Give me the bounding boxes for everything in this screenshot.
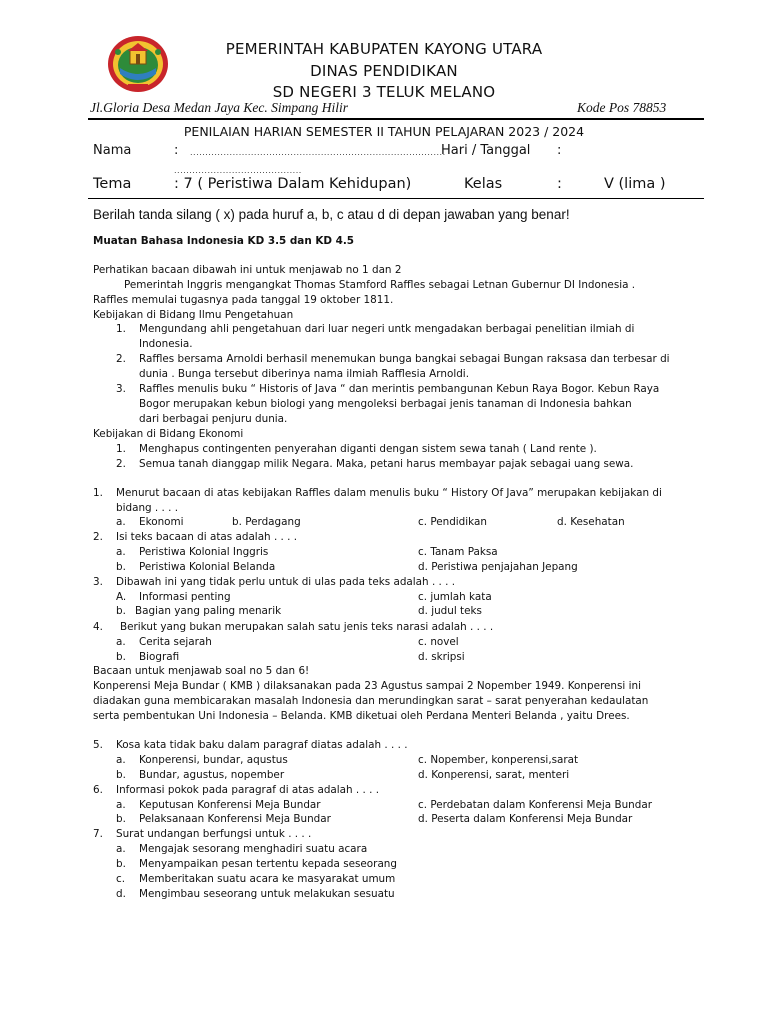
option-letter[interactable]: b. (116, 858, 126, 870)
option-letter[interactable]: a. (116, 636, 126, 648)
option-text[interactable]: Bundar, agustus, nopember (139, 769, 285, 781)
option-text[interactable]: Memberitakan suatu acara ke masyarakat umum (139, 873, 396, 885)
option-text[interactable]: c. Nopember, konperensi,sarat (418, 754, 579, 766)
list-item-text: Raffles bersama Arnoldi berhasil menemukan bunga bangkai sebagai Bungan raksasa dan terbesar di (139, 353, 670, 365)
option-text[interactable]: d. Konperensi, sarat, menteri (418, 769, 570, 781)
reading1-paragraph: Pemerintah Inggris mengangkat Thomas Stamford Raffles sebagai Letnan Gubernur DI Indonesia . (124, 279, 636, 291)
option-text[interactable]: Menyampaikan pesan tertentu kepada seseorang (139, 858, 397, 870)
list-item-number: 2. (116, 458, 126, 470)
policy-science-title: Kebijakan di Bidang Ilmu Pengetahuan (93, 309, 294, 321)
option-letter[interactable]: a. (116, 843, 126, 855)
question-text: bidang . . . . (116, 502, 179, 514)
option-letter[interactable]: a. (116, 799, 126, 811)
question-number: 7. (93, 828, 103, 840)
agency-name: DINAS PENDIDIKAN (310, 62, 458, 80)
option-text[interactable]: Informasi penting (139, 591, 231, 603)
question-number: 2. (93, 531, 103, 543)
name-label: Nama (93, 143, 132, 158)
option-letter[interactable]: b. (116, 813, 126, 825)
list-item-text: dunia . Bunga tersebut diberinya nama ilmiah Rafflesia Arnoldi. (139, 368, 469, 380)
list-item-text: Indonesia. (139, 338, 193, 350)
option-text[interactable]: c. Tanam Paksa (418, 546, 498, 558)
option-letter[interactable]: a. (116, 516, 126, 528)
government-name: PEMERINTAH KABUPATEN KAYONG UTARA (225, 40, 543, 58)
question-number: 3. (93, 576, 103, 588)
option-text[interactable]: Mengajak sesorang menghadiri suatu acara (139, 843, 368, 855)
option-text[interactable]: Keputusan Konferensi Meja Bundar (139, 799, 321, 811)
option-text[interactable]: d. skripsi (418, 651, 465, 663)
option-text[interactable]: Peristiwa Kolonial Belanda (139, 561, 276, 573)
option-text[interactable]: c. Pendidikan (418, 516, 487, 528)
reading2-paragraph: diadakan guna membicarakan masalah Indonesia dan merundingkan sarat – sarat penyerahan kedaulatan (93, 695, 649, 707)
list-item-text: Raffles menulis buku “ Historis of Java “ dan merintis pembangunan Kebun Raya Bogor. Kebun Raya (139, 383, 660, 395)
reading2-intro: Bacaan untuk menjawab soal no 5 dan 6! (93, 665, 310, 677)
question-text: Informasi pokok pada paragraf di atas adalah . . . . (116, 784, 380, 796)
option-text[interactable]: Peristiwa Kolonial Inggris (139, 546, 269, 558)
theme-label: Tema (93, 176, 132, 192)
question-number: 1. (93, 487, 103, 499)
option-letter[interactable]: b. (116, 605, 126, 617)
class-value: V (lima ) (604, 176, 666, 192)
name-field[interactable]: .................................................................................... (190, 148, 446, 157)
postal-code: Kode Pos 78853 (577, 100, 667, 115)
list-item-text: Semua tanah dianggap milik Negara. Maka, petani harus membayar pajak sebagai uang sewa. (139, 458, 634, 470)
option-text[interactable]: Pelaksanaan Konferensi Meja Bundar (139, 813, 331, 825)
question-text: Isi teks bacaan di atas adalah . . . . (116, 531, 298, 543)
list-item-number: 3. (116, 383, 126, 395)
option-letter[interactable]: a. (116, 546, 126, 558)
option-text[interactable]: d. Kesehatan (557, 516, 625, 528)
list-item-number: 1. (116, 443, 126, 455)
date-colon: : (557, 143, 562, 158)
option-text[interactable]: b. Perdagang (232, 516, 301, 528)
class-colon: : (557, 176, 562, 192)
list-item-text: dari berbagai penjuru dunia. (139, 413, 288, 425)
list-item-number: 1. (116, 323, 126, 335)
name-colon: : (174, 143, 179, 158)
option-letter[interactable]: c. (116, 873, 126, 885)
section-title: Muatan Bahasa Indonesia KD 3.5 dan KD 4.5 (93, 235, 355, 247)
list-item-text: Mengundang ahli pengetahuan dari luar negeri untk mengadakan berbagai penelitian ilmiah di (139, 323, 635, 335)
question-text: Surat undangan berfungsi untuk . . . . (116, 828, 312, 840)
option-text[interactable]: d. judul teks (418, 605, 482, 617)
question-number: 5. (93, 739, 103, 751)
option-text[interactable]: Konperensi, bundar, aqustus (139, 754, 288, 766)
question-number: 6. (93, 784, 103, 796)
option-text[interactable]: c. jumlah kata (418, 591, 492, 603)
reading1-paragraph: Raffles memulai tugasnya pada tanggal 19 oktober 1811. (93, 294, 394, 306)
exam-title: PENILAIAN HARIAN SEMESTER II TAHUN PELAJARAN 2023 / 2024 (183, 124, 585, 139)
option-text[interactable]: Cerita sejarah (139, 636, 212, 648)
question-number: 4. (93, 621, 103, 633)
header-rule (88, 118, 704, 120)
identity-rule (88, 198, 704, 199)
option-letter[interactable]: a. (116, 754, 126, 766)
list-item-text: Menghapus contingenten penyerahan diganti dengan sistem sewa tanah ( Land rente ). (139, 443, 597, 455)
reading2-paragraph: serta pembentukan Uni Indonesia – Belanda. KMB diketuai oleh Perdana Menteri Belanda , yaitu Drees. (93, 710, 630, 722)
option-text[interactable]: Bagian yang paling menarik (135, 605, 282, 617)
question-text: Kosa kata tidak baku dalam paragraf diatas adalah . . . . (116, 739, 408, 751)
question-text: Berikut yang bukan merupakan salah satu jenis teks narasi adalah . . . . (120, 621, 494, 633)
list-item-text: Bogor merupakan kebun biologi yang mengoleksi berbagai jenis tanaman di Indonesia bahkan (139, 398, 632, 410)
date-label: Hari / Tanggal (441, 143, 531, 158)
option-text[interactable]: c. novel (418, 636, 459, 648)
date-field[interactable]: .......................................... (174, 166, 302, 175)
policy-economy-title: Kebijakan di Bidang Ekonomi (93, 428, 244, 440)
option-text[interactable]: Biografi (139, 651, 180, 663)
school-name: SD NEGERI 3 TELUK MELANO (272, 83, 496, 101)
option-text[interactable]: d. Peristiwa penjajahan Jepang (418, 561, 578, 573)
question-text: Dibawah ini yang tidak perlu untuk di ulas pada teks adalah . . . . (116, 576, 456, 588)
option-letter[interactable]: b. (116, 651, 126, 663)
option-text[interactable]: c. Perdebatan dalam Konferensi Meja Bundar (418, 799, 652, 811)
school-address: Jl.Gloria Desa Medan Jaya Kec. Simpang Hilir (90, 100, 348, 115)
option-letter[interactable]: b. (116, 769, 126, 781)
instruction: Berilah tanda silang ( x) pada huruf a, b, c atau d di depan jawaban yang benar! (93, 207, 570, 222)
option-letter[interactable]: d. (116, 888, 126, 900)
option-letter[interactable]: A. (116, 591, 127, 603)
class-label: Kelas (464, 176, 503, 192)
question-text: Menurut bacaan di atas kebijakan Raffles dalam menulis buku “ History Of Java” merupakan kebijakan di (116, 487, 662, 499)
list-item-number: 2. (116, 353, 126, 365)
option-text[interactable]: Mengimbau seseorang untuk melakukan sesuatu (139, 888, 395, 900)
option-letter[interactable]: b. (116, 561, 126, 573)
option-text[interactable]: d. Peserta dalam Konferensi Meja Bundar (418, 813, 633, 825)
reading1-intro: Perhatikan bacaan dibawah ini untuk menjawab no 1 dan 2 (93, 264, 402, 276)
option-text[interactable]: Ekonomi (139, 516, 184, 528)
reading2-paragraph: Konperensi Meja Bundar ( KMB ) dilaksanakan pada 23 Agustus sampai 2 Nopember 1949. Konperensi ini (93, 680, 641, 692)
theme-value: : 7 ( Peristiwa Dalam Kehidupan) (174, 176, 412, 192)
